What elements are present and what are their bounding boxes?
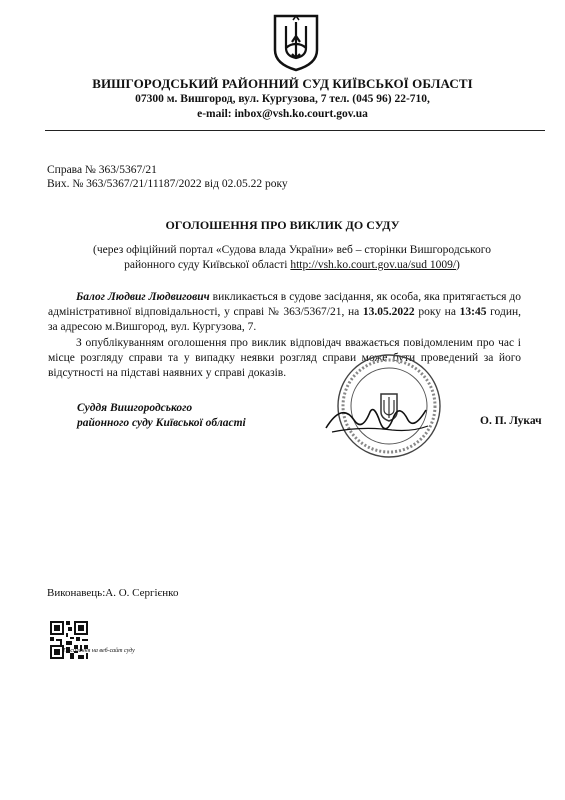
case-number: Справа № 363/5367/21: [47, 164, 157, 176]
header-divider: [45, 130, 545, 131]
hearing-time: 13:45: [459, 306, 487, 318]
notice-paragraph: [48, 336, 521, 381]
executor-line: Виконавець:А. О. Сергієнко: [47, 587, 179, 599]
publication-note-text: (через офіційний портал «Судова влада України» веб – сторінки Вишгородського районного суду Київської області: [93, 244, 491, 271]
court-email: e-mail: inbox@vsh.ko.court.gov.ua: [197, 108, 368, 120]
judge-position-line1: Суддя Вишгородського: [77, 402, 193, 414]
judge-position: [77, 401, 246, 431]
publication-note-close: ): [456, 259, 460, 271]
summons-text-b: року на: [414, 306, 460, 318]
judge-name: О. П. Лукач: [480, 415, 542, 427]
coat-of-arms-icon: [272, 14, 320, 72]
summons-paragraph: [48, 290, 521, 335]
summons-text-a: викликається в судове засідання, як особа, яка притягається до адміністративної відповідальності, у справі № 363/5367/21, на: [48, 291, 521, 318]
outgoing-number: Вих. № 363/5367/21/11187/2022 від 02.05.22 року: [47, 178, 288, 190]
notice-text: З опублікуванням оголошення про виклик відповідач вважається повідомленим про час і місце розгляду справи та у випадку неявки розгляд справи може бути проведений за його відсутності на підставі наявних у справі доказів.: [48, 337, 521, 379]
page-title: ОГОЛОШЕННЯ ПРО ВИКЛИК ДО СУДУ: [165, 218, 400, 232]
court-name: ВИШГОРОДСЬКИЙ РАЙОННИЙ СУД КИЇВСЬКОЇ ОБЛАСТІ: [92, 76, 473, 91]
summons-text-c: годин, за адресою м.Вишгород, вул. Кургузова, 7.: [48, 306, 522, 333]
court-address: 07300 м. Вишгород, вул. Кургузова, 7 тел. (045 96) 22-710,: [135, 93, 430, 105]
hearing-date: 13.05.2022: [362, 306, 415, 318]
person-name: Балог Людвиг Людвигович: [76, 291, 210, 303]
qr-caption: Посилання на веб-сайт суду: [63, 648, 135, 654]
court-website-link[interactable]: http://vsh.ko.court.gov.ua/sud 1009/: [290, 259, 457, 271]
handwritten-signature: [322, 398, 432, 442]
publication-note: [72, 243, 512, 273]
judge-position-line2: районного суду Київської області: [77, 417, 246, 429]
